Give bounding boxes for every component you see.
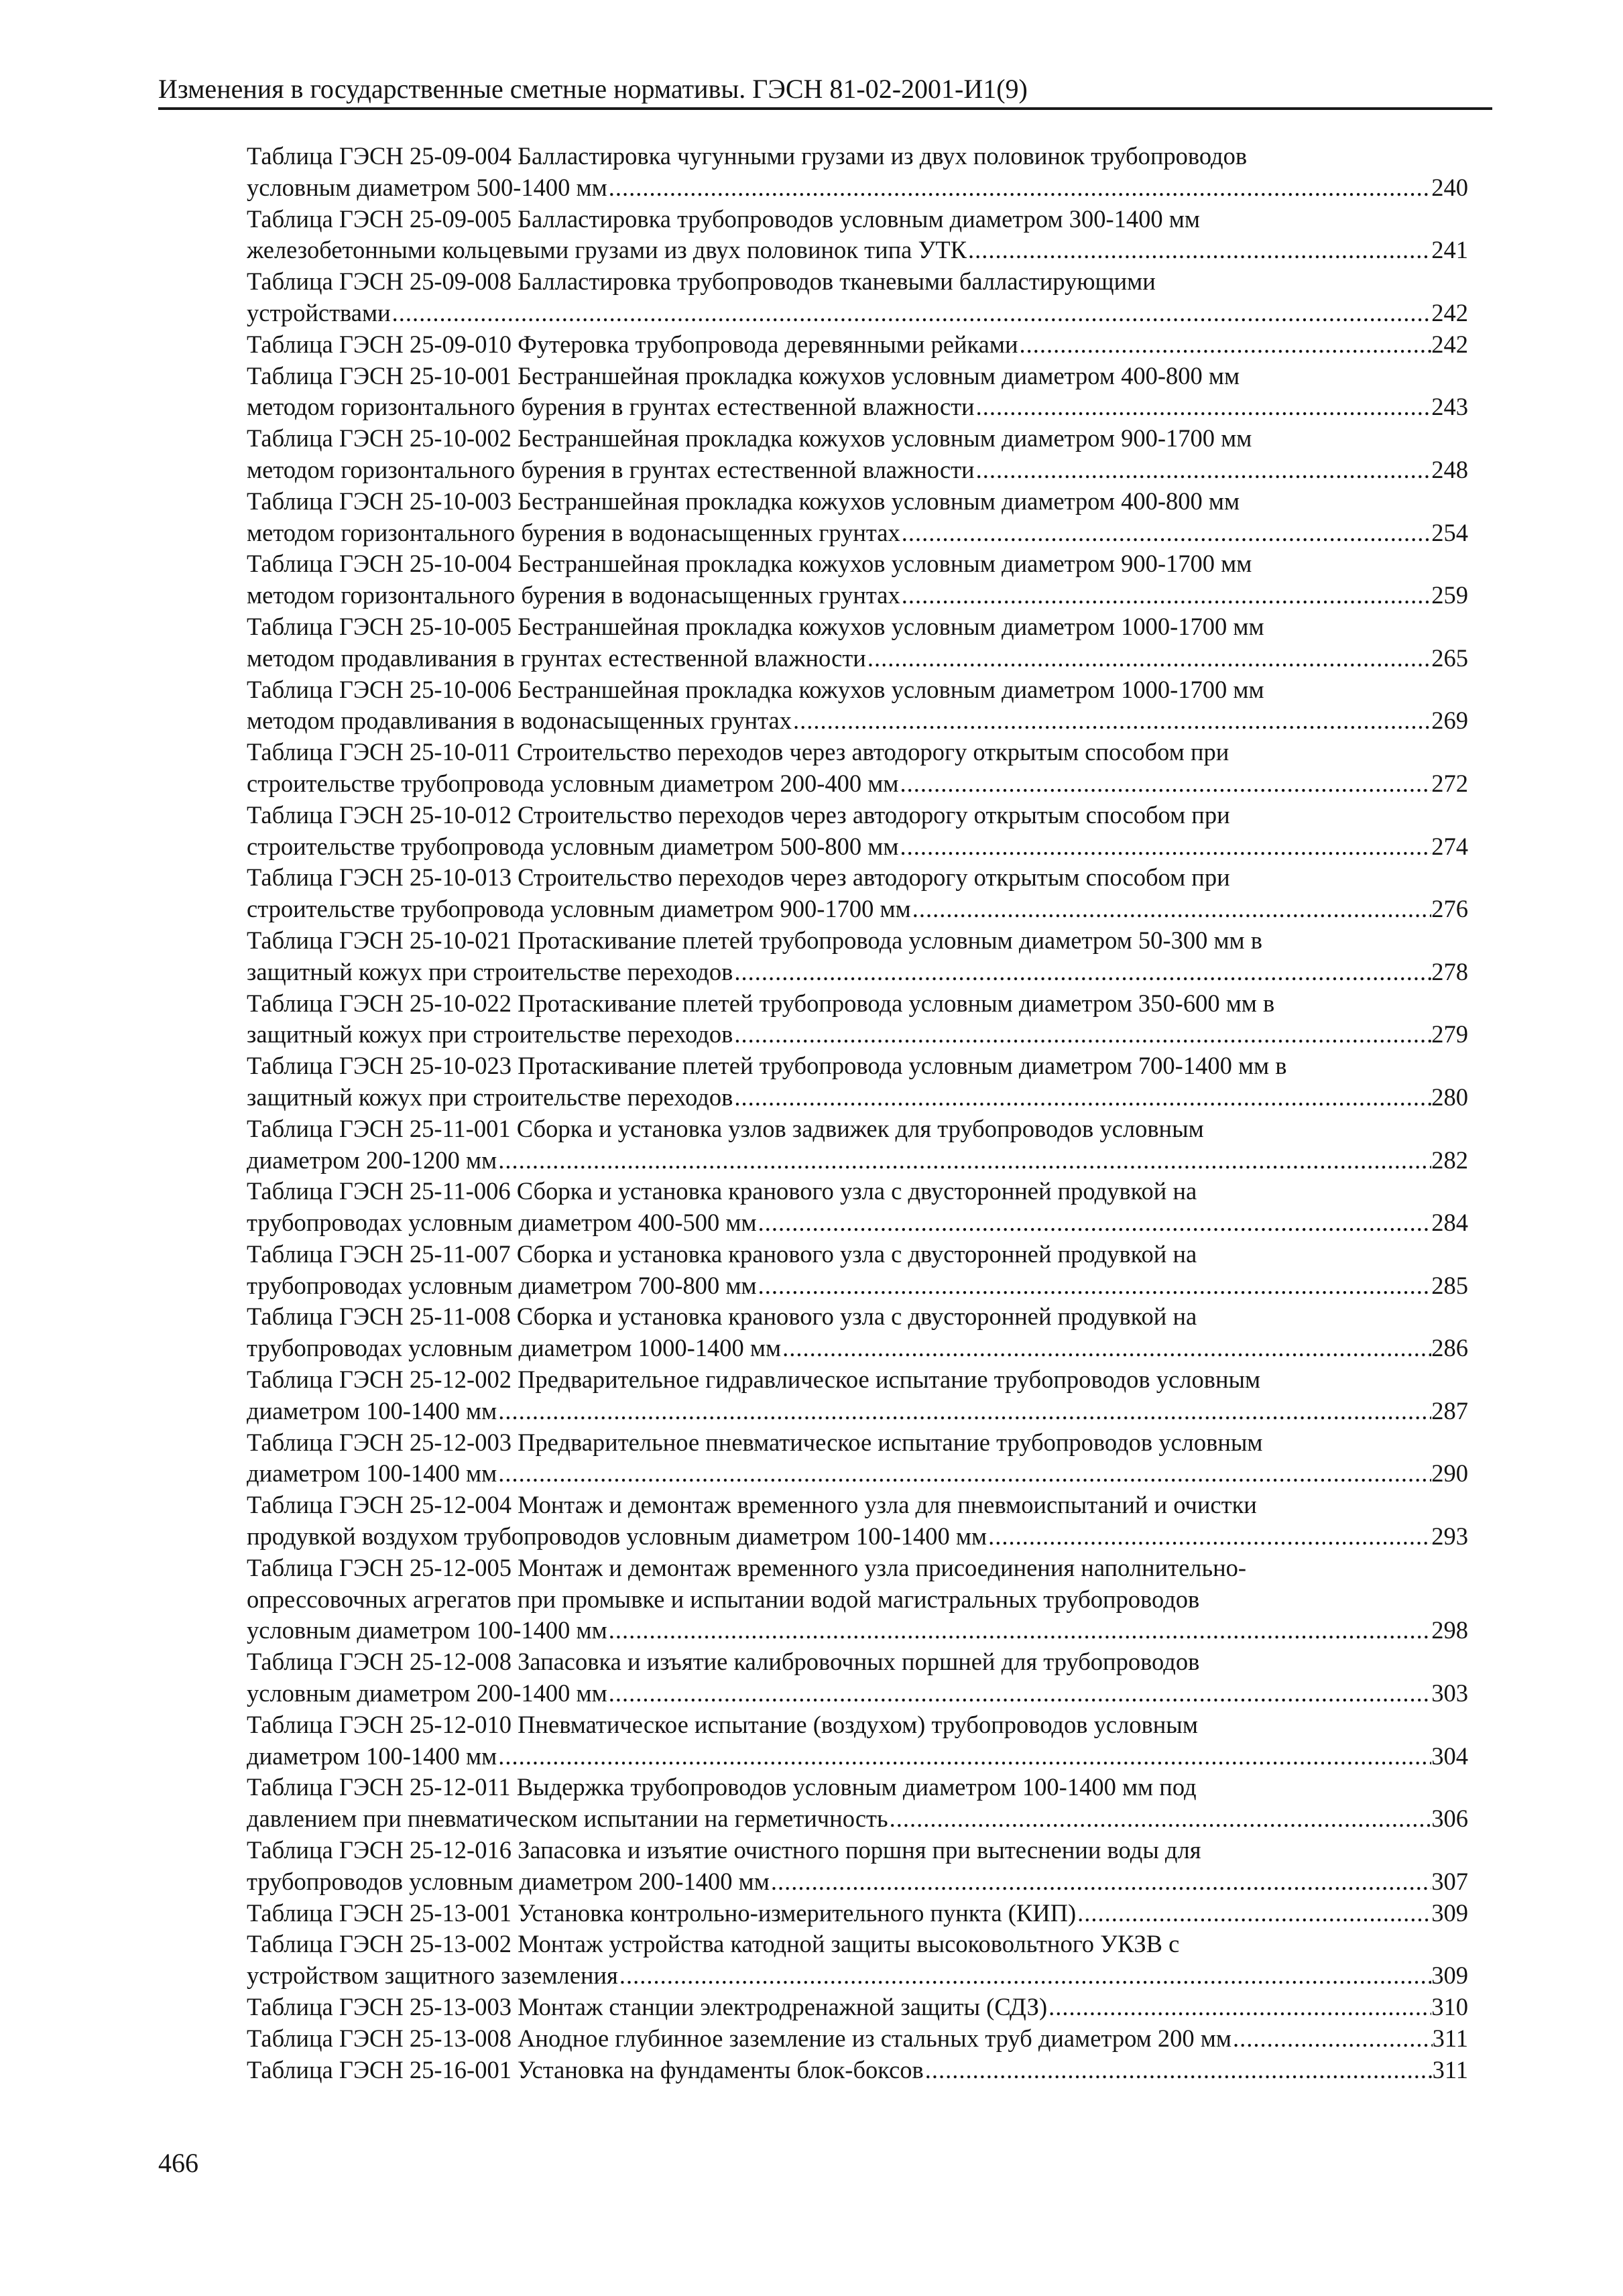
toc-entry-title-line: Таблица ГЭСН 25-12-011 Выдержка трубопроводов условным диаметром 100-1400 мм под	[247, 1773, 1197, 1801]
toc-entry-last-line	[247, 1207, 1468, 1239]
dot-leader	[900, 580, 1432, 611]
toc-entry-page-number: 311	[1432, 2024, 1468, 2052]
toc-entry-page-number: 309	[1431, 1898, 1468, 1927]
toc-entry-last-line	[247, 2055, 1468, 2086]
toc-entry-title-line: Таблица ГЭСН 25-12-002 Предварительное гидравлическое испытание трубопроводов условным	[247, 1366, 1261, 1394]
toc-entry-last-line	[247, 1145, 1468, 1176]
dot-leader	[967, 235, 1431, 266]
toc-entry-page-number: 311	[1432, 2055, 1468, 2083]
toc-entry-title-line: трубопроводах условным диаметром 700-800 мм	[247, 1271, 757, 1299]
toc-entry-title-line: строительстве трубопровода условным диаметром 500-800 мм	[247, 832, 899, 860]
toc-entry-last-line	[247, 1960, 1468, 1992]
toc-entry-page-number: 241	[1431, 236, 1468, 264]
toc-entry-page-number: 279	[1431, 1020, 1468, 1048]
toc-entry-page-number: 265	[1431, 644, 1468, 672]
toc-entry-last-line	[247, 1615, 1468, 1646]
toc-entry-title-line: железобетонными кольцевыми грузами из двух половинок типа УТК	[247, 236, 967, 264]
dot-leader	[900, 518, 1432, 549]
toc-entry-page-number: 269	[1431, 707, 1468, 735]
dot-leader	[733, 1082, 1431, 1113]
toc-entry-last-line	[247, 1803, 1468, 1835]
toc-entry-page-number: 272	[1431, 769, 1468, 797]
toc-entry-page-number: 242	[1431, 330, 1468, 358]
toc-entry-last-line	[247, 1898, 1468, 1929]
toc-entry-title-line: трубопроводах условным диаметром 400-500 мм	[247, 1209, 757, 1237]
toc-entry-title-line: Таблица ГЭСН 25-11-001 Сборка и установка узлов задвижек для трубопроводов условным	[247, 1114, 1204, 1142]
dot-leader	[1047, 1992, 1431, 2023]
toc-entry-title-line: методом горизонтального бурения в грунтах естественной влажности	[247, 393, 975, 421]
dot-leader	[781, 1333, 1431, 1364]
toc-entry	[247, 611, 1468, 674]
toc-entry	[247, 862, 1468, 925]
toc-entry-last-line	[247, 1521, 1468, 1553]
toc-entry-title-line: Таблица ГЭСН 25-09-004 Балластировка чугунными грузами из двух половинок трубопроводов	[247, 142, 1248, 170]
toc-entry-title-line: Таблица ГЭСН 25-12-010 Пневматическое испытание (воздухом) трубопроводов условным	[247, 1710, 1198, 1738]
toc-entry	[247, 1646, 1468, 1709]
toc-entry-title-line: диаметром 100-1400 мм	[247, 1742, 497, 1770]
toc-entry-title-line: защитный кожух при строительстве переходов	[247, 1083, 733, 1111]
toc-entry-title-line: Таблица ГЭСН 25-09-010 Футеровка трубопровода деревянными рейками	[247, 330, 1018, 358]
toc-entry-title-line: Таблица ГЭСН 25-12-003 Предварительное пневматическое испытание трубопроводов условным	[247, 1428, 1263, 1456]
dot-leader	[618, 1960, 1431, 1992]
toc-entry-last-line	[247, 518, 1468, 549]
toc-entry-title-line: строительстве трубопровода условным диаметром 900-1700 мм	[247, 895, 911, 923]
toc-entry-page-number: 310	[1431, 1993, 1468, 2021]
dot-leader	[607, 172, 1432, 204]
toc-entry-last-line	[247, 580, 1468, 611]
toc-entry-title-line: методом горизонтального бурения в грунтах естественной влажности	[247, 455, 975, 483]
toc-entry-page-number: 298	[1431, 1616, 1468, 1644]
toc-entry-title-line: Таблица ГЭСН 25-10-021 Протаскивание плетей трубопровода условным диаметром 50-300 мм в	[247, 926, 1263, 954]
toc-entry-page-number: 285	[1431, 1271, 1468, 1299]
toc-entry-title-line: защитный кожух при строительстве переходов	[247, 957, 733, 985]
toc-entry-last-line	[247, 768, 1468, 800]
toc-entry-page-number: 243	[1431, 393, 1468, 421]
toc-entry	[247, 1050, 1468, 1113]
toc-entry	[247, 361, 1468, 424]
toc-entry-title-line: Таблица ГЭСН 25-11-007 Сборка и установка кранового узла с двусторонней продувкой на	[247, 1240, 1197, 1268]
toc-entry-title-line: Таблица ГЭСН 25-10-022 Протаскивание плетей трубопровода условным диаметром 350-600 мм в	[247, 989, 1275, 1017]
toc-entry-last-line	[247, 1678, 1468, 1709]
toc-entry-page-number: 254	[1431, 518, 1468, 546]
toc-entry	[247, 2023, 1468, 2055]
toc-entry-page-number: 303	[1431, 1679, 1468, 1707]
dot-leader	[497, 1458, 1431, 1490]
dot-leader	[497, 1145, 1431, 1176]
toc-entry	[247, 925, 1468, 988]
toc-entry-last-line	[247, 1992, 1468, 2023]
toc-entry-last-line	[247, 894, 1468, 925]
toc-entry-title-line: Таблица ГЭСН 25-12-004 Монтаж и демонтаж временного узла для пневмоиспытаний и очистки	[247, 1491, 1257, 1519]
toc-entry-title-line: Таблица ГЭСН 25-16-001 Установка на фундаменты блок-боксов	[247, 2055, 924, 2083]
dot-leader	[898, 768, 1431, 800]
toc-entry-page-number: 293	[1431, 1522, 1468, 1551]
toc-entry-title-line: защитный кожух при строительстве переходов	[247, 1020, 733, 1048]
toc-entry-title-line: Таблица ГЭСН 25-10-001 Бестраншейная прокладка кожухов условным диаметром 400-800 мм	[247, 361, 1240, 389]
toc-entry-last-line	[247, 1741, 1468, 1772]
toc-entry-title-line: Таблица ГЭСН 25-11-006 Сборка и установка кранового узла с двусторонней продувкой на	[247, 1177, 1197, 1205]
toc-entry	[247, 988, 1468, 1051]
toc-entry	[247, 1239, 1468, 1302]
toc-entry-title-line: устройствами	[247, 298, 391, 326]
dot-leader	[888, 1803, 1432, 1835]
page-number: 466	[158, 2148, 198, 2178]
toc-entry-title-line: Таблица ГЭСН 25-10-006 Бестраншейная прокладка кожухов условным диаметром 1000-1700 мм	[247, 675, 1264, 703]
toc-entry-title-line: Таблица ГЭСН 25-13-008 Анодное глубинное заземление из стальных труб диаметром 200 мм	[247, 2024, 1231, 2052]
toc-entry	[247, 141, 1468, 204]
toc-entry	[247, 266, 1468, 329]
toc-entry-page-number: 248	[1431, 455, 1468, 483]
toc-entry-last-line	[247, 455, 1468, 486]
toc-entry	[247, 1553, 1468, 1646]
toc-entry	[247, 1301, 1468, 1364]
dot-leader	[757, 1270, 1432, 1302]
toc-entry-title-line: условным диаметром 100-1400 мм	[247, 1616, 607, 1644]
toc-entry-page-number: 280	[1431, 1083, 1468, 1111]
toc-entry-title-line: Таблица ГЭСН 25-10-004 Бестраншейная прокладка кожухов условным диаметром 900-1700 мм	[247, 550, 1252, 578]
toc-entry	[247, 1427, 1468, 1490]
toc-entry	[247, 423, 1468, 486]
toc-entry-last-line	[247, 235, 1468, 266]
toc-entry-page-number: 274	[1431, 832, 1468, 860]
toc-entry-title-line: Таблица ГЭСН 25-13-002 Монтаж устройства катодной защиты высоковольтного УКЗВ с	[247, 1930, 1180, 1958]
page-header	[158, 72, 1492, 110]
toc-entry-title-line: Таблица ГЭСН 25-10-012 Строительство переходов через автодорогу открытым способом при	[247, 800, 1230, 829]
toc-entry-last-line	[247, 705, 1468, 737]
toc-entry	[247, 1898, 1468, 1929]
toc-entry-last-line	[247, 1396, 1468, 1427]
dot-leader	[607, 1678, 1432, 1709]
toc-entry-title-line: диаметром 200-1200 мм	[247, 1146, 497, 1174]
toc-entry-last-line	[247, 298, 1468, 329]
toc-entry-title-line: устройством защитного заземления	[247, 1961, 618, 1990]
dot-leader	[497, 1741, 1431, 1772]
dot-leader	[1076, 1898, 1431, 1929]
page-header-title: Изменения в государственные сметные нормативы. ГЭСН 81-02-2001-И1(9)	[158, 74, 1028, 104]
toc-entry-title-line: трубопроводах условным диаметром 1000-1400 мм	[247, 1334, 782, 1362]
toc-entry-page-number: 307	[1431, 1867, 1468, 1895]
toc-entry-title-line: методом продавливания в водонасыщенных грунтах	[247, 707, 792, 735]
dot-leader	[924, 2055, 1433, 2086]
toc-entry-title-line: Таблица ГЭСН 25-13-003 Монтаж станции электродренажной защиты (СДЗ)	[247, 1993, 1048, 2021]
toc-entry	[247, 1490, 1468, 1553]
toc-entry	[247, 674, 1468, 737]
toc-entry	[247, 486, 1468, 549]
toc-entry	[247, 800, 1468, 863]
toc-entry	[247, 2055, 1468, 2086]
dot-leader	[792, 705, 1431, 737]
toc-entry	[247, 1992, 1468, 2023]
toc-entry-page-number: 278	[1431, 957, 1468, 985]
toc-entry-title-line: продувкой воздухом трубопроводов условным диаметром 100-1400 мм	[247, 1522, 987, 1551]
dot-leader	[757, 1207, 1432, 1239]
toc-entry-last-line	[247, 957, 1468, 988]
toc-entry-title-line: методом горизонтального бурения в водонасыщенных грунтах	[247, 581, 900, 609]
dot-leader	[1231, 2023, 1433, 2055]
toc-entry-page-number: 287	[1431, 1396, 1468, 1425]
toc-entry-title-line: Таблица ГЭСН 25-10-002 Бестраншейная прокладка кожухов условным диаметром 900-1700 мм	[247, 424, 1252, 452]
toc-entry-title-line: методом горизонтального бурения в водонасыщенных грунтах	[247, 518, 900, 546]
toc-entry-title-line: Таблица ГЭСН 25-09-008 Балластировка трубопроводов тканевыми балластирующими	[247, 267, 1156, 296]
toc-entry-last-line	[247, 1866, 1468, 1898]
toc-entry-page-number: 282	[1431, 1146, 1468, 1174]
toc-entry-page-number: 306	[1431, 1805, 1468, 1833]
toc-entry	[247, 1835, 1468, 1898]
toc-entry	[247, 204, 1468, 267]
toc-entry	[247, 548, 1468, 611]
toc-entry-last-line	[247, 329, 1468, 361]
dot-leader	[987, 1521, 1431, 1553]
toc-entry-page-number: 290	[1431, 1459, 1468, 1488]
toc-entry	[247, 1113, 1468, 1176]
dot-leader	[975, 391, 1432, 423]
toc-entry-title-line: Таблица ГЭСН 25-10-005 Бестраншейная прокладка кожухов условным диаметром 1000-1700 мм	[247, 612, 1264, 640]
dot-leader	[975, 455, 1432, 486]
dot-leader	[733, 1019, 1431, 1050]
toc-entry-last-line	[247, 1270, 1468, 1302]
table-of-contents	[247, 141, 1468, 2086]
dot-leader	[497, 1396, 1431, 1427]
dot-leader	[1018, 329, 1432, 361]
toc-entry-title-line: Таблица ГЭСН 25-09-005 Балластировка трубопроводов условным диаметром 300-1400 мм	[247, 204, 1200, 233]
toc-entry-page-number: 309	[1431, 1961, 1468, 1990]
toc-entry-title-line: диаметром 100-1400 мм	[247, 1459, 497, 1488]
toc-entry-page-number: 304	[1431, 1742, 1468, 1770]
toc-entry-last-line	[247, 1333, 1468, 1364]
toc-entry-title-line: Таблица ГЭСН 25-10-003 Бестраншейная прокладка кожухов условным диаметром 400-800 мм	[247, 487, 1240, 515]
toc-entry-title-line: опрессовочных агрегатов при промывке и испытании водой магистральных трубопроводов	[247, 1585, 1200, 1613]
toc-entry-last-line	[247, 643, 1468, 674]
toc-entry	[247, 737, 1468, 800]
toc-entry-title-line: диаметром 100-1400 мм	[247, 1396, 497, 1425]
toc-entry-last-line	[247, 172, 1468, 204]
toc-entry-title-line: трубопроводов условным диаметром 200-1400 мм	[247, 1867, 770, 1895]
toc-entry-title-line: условным диаметром 500-1400 мм	[247, 173, 607, 201]
dot-leader	[898, 831, 1431, 863]
toc-entry	[247, 1929, 1468, 1992]
dot-leader	[391, 298, 1432, 329]
toc-entry	[247, 329, 1468, 361]
toc-entry-title-line: давлением при пневматическом испытании на герметичность	[247, 1805, 888, 1833]
toc-entry-last-line	[247, 391, 1468, 423]
toc-entry-title-line: Таблица ГЭСН 25-11-008 Сборка и установка кранового узла с двусторонней продувкой на	[247, 1303, 1197, 1331]
toc-entry	[247, 1176, 1468, 1239]
toc-entry-title-line: Таблица ГЭСН 25-10-011 Строительство переходов через автодорогу открытым способом при	[247, 738, 1229, 766]
toc-entry-last-line	[247, 1082, 1468, 1113]
toc-entry-title-line: методом продавливания в грунтах естественной влажности	[247, 644, 866, 672]
toc-entry-last-line	[247, 1019, 1468, 1050]
toc-entry-title-line: Таблица ГЭСН 25-12-008 Запасовка и изъятие калибровочных поршней для трубопроводов	[247, 1648, 1200, 1676]
toc-entry-title-line: условным диаметром 200-1400 мм	[247, 1679, 607, 1707]
dot-leader	[911, 894, 1432, 925]
toc-entry-page-number: 284	[1431, 1209, 1468, 1237]
toc-entry-page-number: 240	[1431, 173, 1468, 201]
toc-entry-last-line	[247, 2023, 1468, 2055]
dot-leader	[733, 957, 1431, 988]
toc-entry-page-number: 276	[1431, 895, 1468, 923]
toc-entry-title-line: Таблица ГЭСН 25-13-001 Установка контрольно-измерительного пункта (КИП)	[247, 1898, 1077, 1927]
toc-entry-title-line: строительстве трубопровода условным диаметром 200-400 мм	[247, 769, 899, 797]
toc-entry-last-line	[247, 1458, 1468, 1490]
dot-leader	[770, 1866, 1431, 1898]
toc-entry-title-line: Таблица ГЭСН 25-12-016 Запасовка и изъятие очистного поршня при вытеснении воды для	[247, 1836, 1201, 1864]
toc-entry-page-number: 259	[1431, 581, 1468, 609]
toc-entry	[247, 1364, 1468, 1427]
toc-entry-title-line: Таблица ГЭСН 25-12-005 Монтаж и демонтаж временного узла присоединения наполнительно-	[247, 1553, 1247, 1581]
dot-leader	[607, 1615, 1432, 1646]
toc-entry-page-number: 242	[1431, 298, 1468, 326]
toc-entry-last-line	[247, 831, 1468, 863]
toc-entry-title-line: Таблица ГЭСН 25-10-023 Протаскивание плетей трубопровода условным диаметром 700-1400 мм в	[247, 1052, 1287, 1080]
dot-leader	[866, 643, 1431, 674]
toc-entry-page-number: 286	[1431, 1334, 1468, 1362]
toc-entry-title-line: Таблица ГЭСН 25-10-013 Строительство переходов через автодорогу открытым способом при	[247, 863, 1230, 892]
toc-entry	[247, 1772, 1468, 1835]
toc-entry	[247, 1709, 1468, 1772]
